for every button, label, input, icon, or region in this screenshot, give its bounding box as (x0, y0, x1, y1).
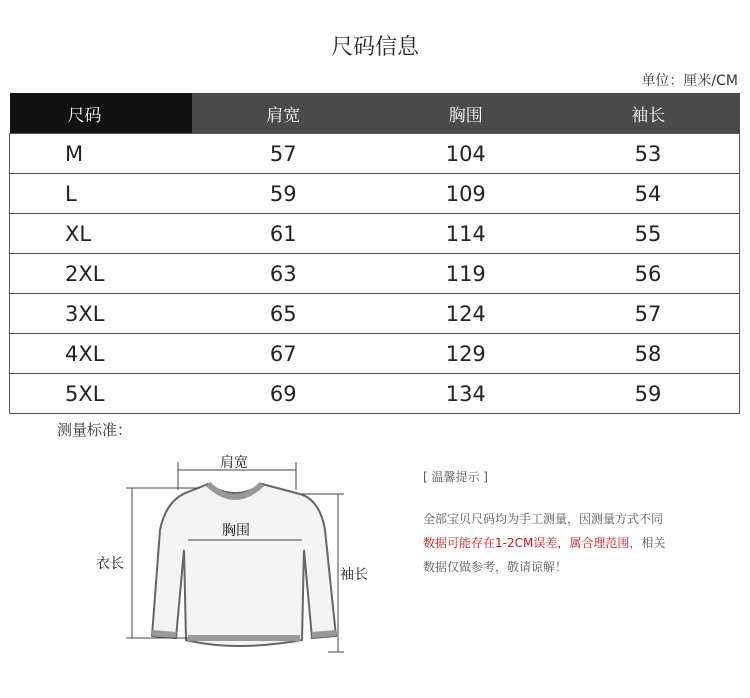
length-label: 衣长 (96, 556, 124, 572)
cell-size: 5XL (10, 374, 193, 414)
header-chest: 胸围 (375, 93, 558, 134)
cell-shoulder: 63 (192, 254, 375, 294)
right-cuff (312, 633, 336, 635)
measurement-diagram (90, 440, 410, 690)
cell-chest: 124 (375, 294, 558, 334)
cell-size: M (10, 134, 193, 174)
cell-chest: 134 (375, 374, 558, 414)
cell-sleeve: 54 (557, 174, 740, 214)
table-row (10, 174, 740, 214)
sweater-body (152, 484, 336, 646)
cell-sleeve: 59 (557, 374, 740, 414)
cell-size: XL (10, 214, 193, 254)
shoulder-label: 肩宽 (220, 455, 248, 471)
table-row (10, 134, 740, 174)
table-header-row (10, 93, 740, 134)
tips-title: [ 温馨提示 ] (423, 470, 488, 484)
header-shoulder: 肩宽 (192, 93, 375, 134)
tips-line-2-tail: ，相关 (629, 536, 666, 550)
size-table (9, 93, 740, 414)
tips-line-1: 全部宝贝尺码均为手工测量，因测量方式不同 (423, 512, 664, 526)
cell-chest: 119 (375, 254, 558, 294)
cell-size: 4XL (10, 334, 193, 374)
page-title: 尺码信息 (330, 35, 419, 60)
table-row (10, 214, 740, 254)
cell-shoulder: 67 (192, 334, 375, 374)
header-size: 尺码 (10, 93, 193, 134)
cell-chest: 104 (375, 134, 558, 174)
measure-heading: 测量标准： (57, 421, 133, 439)
unit-label: 单位：厘米/CM (641, 73, 738, 89)
header-sleeve: 袖长 (557, 93, 740, 134)
cell-sleeve: 58 (557, 334, 740, 374)
cell-chest: 114 (375, 214, 558, 254)
table-row (10, 294, 740, 334)
cell-shoulder: 59 (192, 174, 375, 214)
cell-shoulder: 57 (192, 134, 375, 174)
cell-chest: 109 (375, 174, 558, 214)
cell-size: 3XL (10, 294, 193, 334)
cell-shoulder: 61 (192, 214, 375, 254)
cell-sleeve: 56 (557, 254, 740, 294)
cell-chest: 129 (375, 334, 558, 374)
cell-size: L (10, 174, 193, 214)
table-row (10, 374, 740, 414)
cell-shoulder: 65 (192, 294, 375, 334)
cell-size: 2XL (10, 254, 193, 294)
cell-sleeve: 55 (557, 214, 740, 254)
tips-line-2 (423, 534, 665, 551)
sleeve-label: 袖长 (340, 567, 368, 583)
cell-sleeve: 57 (557, 294, 740, 334)
tips-warning: 数据可能存在1-2CM误差，属合理范围 (423, 536, 630, 550)
left-cuff (152, 633, 176, 635)
chest-label: 胸围 (222, 523, 250, 539)
table-row (10, 254, 740, 294)
cell-shoulder: 69 (192, 374, 375, 414)
table-row (10, 334, 740, 374)
cell-sleeve: 53 (557, 134, 740, 174)
tips-line-3: 数据仅做参考，敬请谅解！ (423, 560, 568, 574)
